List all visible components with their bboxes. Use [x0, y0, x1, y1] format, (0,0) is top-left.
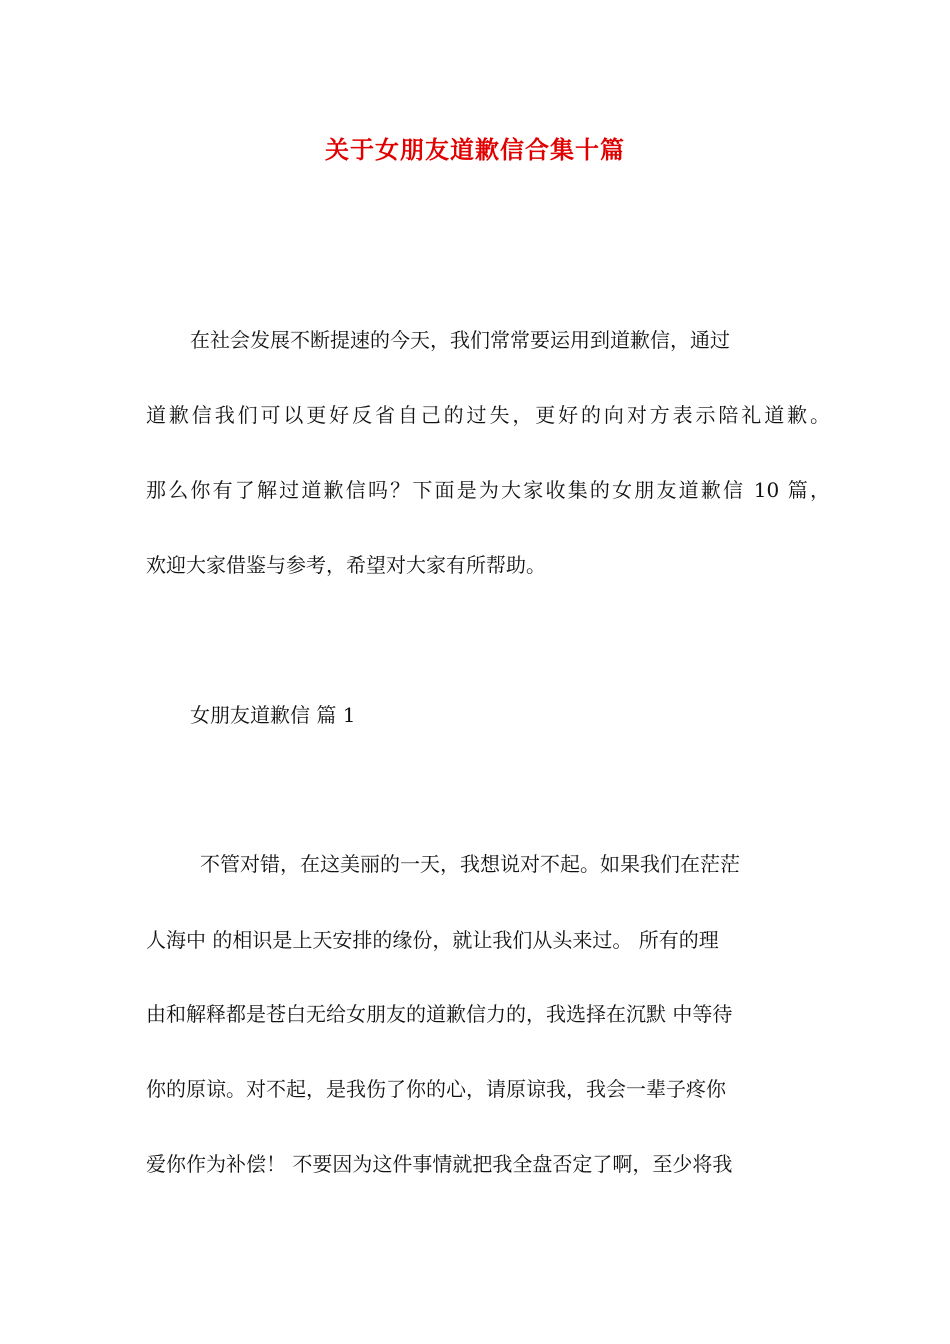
body-line: 你的原谅。对不起，是我伤了你的心，请原谅我，我会一辈子疼你: [146, 1077, 726, 1101]
intro-line: 欢迎大家借鉴与参考，希望对大家有所帮助。: [146, 553, 546, 577]
body-line: 由和解释都是苍白无给女朋友的道歉信力的，我选择在沉默 中等待: [146, 1002, 733, 1026]
body-line: 不管对错，在这美丽的一天，我想说对不起。如果我们在茫茫: [200, 852, 740, 876]
body-line: 爱你作为补偿！ 不要因为这件事情就把我全盘否定了啊，至少将我: [146, 1152, 733, 1176]
intro-line: 道歉信我们可以更好反省自己的过失，更好的向对方表示陪礼道歉。: [146, 403, 830, 427]
document-title: 关于女朋友道歉信合集十篇: [325, 135, 625, 164]
body-line: 人海中 的相识是上天安排的缘份，就让我们从头来过。 所有的理: [146, 928, 719, 952]
section-heading: 女朋友道歉信 篇 1: [190, 703, 356, 727]
intro-line: 那么你有了解过道歉信吗？下面是为大家收集的女朋友道歉信 10 篇，: [146, 478, 830, 502]
intro-line: 在社会发展不断提速的今天，我们常常要运用到道歉信，通过: [190, 328, 730, 352]
